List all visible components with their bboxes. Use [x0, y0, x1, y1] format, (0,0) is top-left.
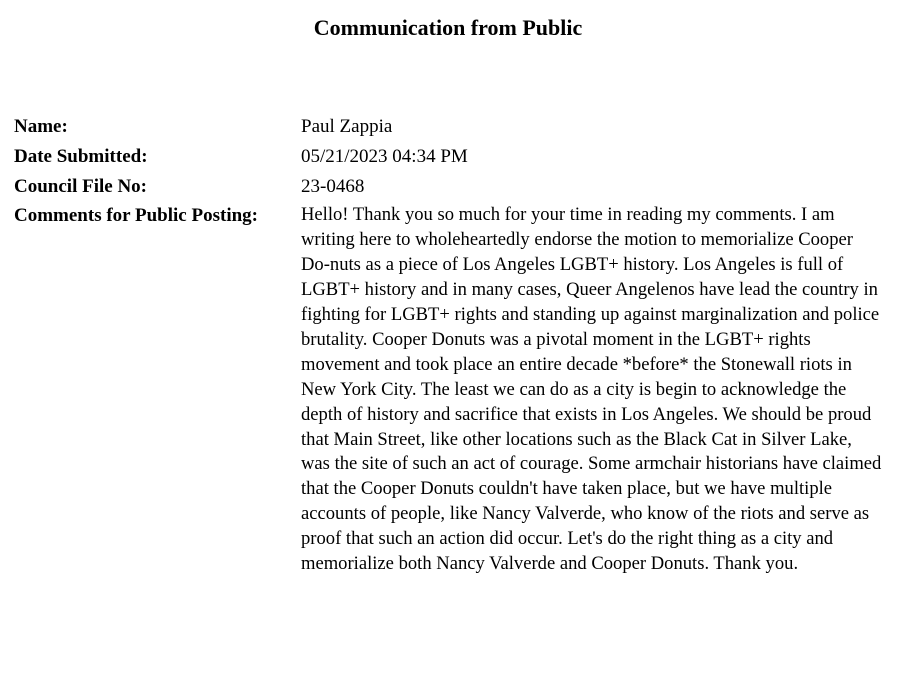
council-file-label: Council File No:	[14, 175, 147, 197]
name-label: Name:	[14, 116, 68, 137]
field-row-council-file	[14, 172, 896, 202]
council-file-value: 23-0468	[301, 175, 365, 197]
date-submitted-value: 05/21/2023 04:34 PM	[301, 145, 468, 167]
document-title: Communication from Public	[313, 15, 583, 40]
comments-label: Comments for Public Posting:	[14, 205, 258, 227]
field-row-name	[14, 112, 896, 142]
name-value: Paul Zappia	[301, 116, 393, 137]
date-submitted-label: Date Submitted:	[14, 145, 148, 167]
submission-fields	[14, 112, 896, 577]
field-row-comments	[14, 201, 896, 577]
field-row-date-submitted	[14, 142, 896, 172]
comments-body: Hello! Thank you so much for your time in reading my comments. I am writing here to wholeheartedly endorse the motion to memorialize Cooper Do-nuts as a piece of Los Angeles LGBT+ history. Los Angeles is full of LGBT+ history and in many cases, Queer Angelenos have lead the country in fighting for LGBT+ rights and standing up against marginalization and police brutality. Cooper Donuts was a pivotal moment in the LGBT+ rights movement and took place an entire decade *before* the Stonewall riots in New York City. The least we can do as a city is begin to acknowledge the depth of history and sacrifice that exists in Los Angeles. We should be proud that Main Street, like other locations such as the Black Cat in Silver Lake, was the site of such an act of courage. Some armchair historians have claimed that the Cooper Donuts couldn't have taken place, but we have multiple accounts of people, like Nancy Valverde, who know of the riots and serve as proof that such an action did occur. Let's do the right thing as a city and memorialize both Nancy Valverde and Cooper Donuts. Thank you.	[301, 204, 882, 575]
